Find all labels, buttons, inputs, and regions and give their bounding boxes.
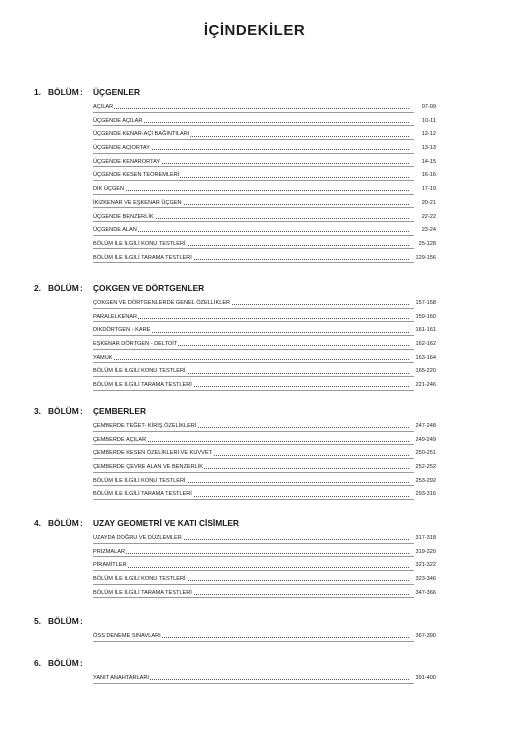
entry-page-range: 162-162 [415,341,436,348]
entry-underline [93,235,414,236]
toc-entry [0,589,509,603]
toc-entry [0,299,509,313]
dot-leader [93,108,409,109]
section-heading [0,658,509,670]
toc-entry [0,340,509,354]
toc-entry [0,463,509,477]
entry-page-range: 317-318 [415,535,436,541]
entry-page-range: 12-12 [421,131,436,138]
toc-entry [0,326,509,340]
entry-underline [93,335,414,336]
section-4 [0,518,509,602]
entry-underline [93,262,414,263]
entry-page-range: 25-128 [418,240,436,247]
entry-underline [93,543,414,544]
section-colon: : [80,87,83,97]
dot-leader [93,553,409,554]
entry-list [0,674,509,688]
section-title: UZAY GEOMETRİ VE KATI CİSİMLER [93,518,239,528]
entry-title: BÖLÜM İLE İLGİLİ TARAMA TESTLERİ [93,589,192,596]
entry-page-range: 157-158 [415,300,436,306]
entry-title: BÖLÜM İLE İLGİLİ KONU TESTLERİ [93,576,186,583]
section-title: ÇOKGEN VE DÖRTGENLER [93,283,205,293]
entry-underline [93,153,414,154]
entry-page-range: 22-22 [421,213,436,220]
toc-entry [0,171,509,185]
entry-title: ÜÇGENDE ALAN [93,227,137,234]
section-colon: : [80,283,83,293]
toc-entry [0,436,509,450]
toc-entry [0,240,509,254]
section-heading [0,518,509,530]
entry-title: DİK ÜÇGEN [93,186,125,193]
entry-title: ÜÇGENDE KESEN TEOREMLERİ [93,172,180,179]
entry-underline [93,207,414,208]
entry-list [0,534,509,602]
entry-page-range: 129-156 [415,254,436,261]
entry-underline [93,221,414,222]
section-number: 6. [34,658,41,668]
entry-page-range: 14-15 [421,158,436,165]
entry-title: ÜÇGENDE AÇILAR [93,117,143,124]
entry-title: ÇEMBERDE ÇEVRE ALAN VE BENZERLİK [93,464,204,471]
entry-page-range: 252-252 [415,464,436,471]
toc-entry [0,367,509,381]
entry-underline [93,321,414,322]
section-1 [0,87,509,267]
toc-entry [0,213,509,227]
toc-entry [0,199,509,213]
section-heading [0,616,509,628]
toc-entry [0,254,509,268]
toc-entry [0,144,509,158]
section-5 [0,616,509,646]
entry-title: BÖLÜM İLE İLGİLİ TARAMA TESTLERİ [93,254,192,261]
entry-title: PİRAMİTLER [93,562,127,569]
entry-title: ÇEMBERDE TEĞET- KİRİŞ ÖZELİKLERİ [93,423,197,429]
entry-underline [93,556,414,557]
entry-underline [93,139,414,140]
entry-title: BÖLÜM İLE İLGİLİ KONU TESTLERİ [93,240,186,247]
toc-entry [0,226,509,240]
entry-underline [93,499,414,500]
entry-list [0,103,509,267]
section-label: BÖLÜM [48,658,79,668]
entry-underline [93,166,414,167]
entry-title: ÜÇGENDE BENZERLİK [93,213,154,220]
section-title: ÜÇGENLER [93,87,140,97]
toc-entry [0,103,509,117]
toc-entry [0,422,509,436]
dot-leader [93,231,409,232]
toc-entry [0,561,509,575]
entry-title: ÜÇGENDE KENARORTAY [93,158,161,165]
section-number: 1. [34,87,41,97]
entry-underline [93,683,414,684]
entry-title: ÜÇGENDE AÇIORTAY [93,145,150,152]
toc-entry [0,490,509,504]
section-number: 2. [34,283,41,293]
section-label: BÖLÜM [48,518,79,528]
entry-title: BÖLÜM İLE İLGİLİ TARAMA TESTLERİ [93,491,192,498]
entry-page-range: 10-11 [422,117,436,124]
entry-page-range: 323-346 [415,576,436,583]
entry-page-range: 23-24 [421,227,436,234]
entry-title: ÇEMBERDE AÇILAR [93,436,147,443]
entry-underline [93,308,414,309]
section-label: BÖLÜM [48,406,79,416]
entry-page-range: 20-21 [421,199,436,206]
entry-page-range: 161-161 [415,327,436,334]
page-title: İÇİNDEKİLER [203,22,306,39]
entry-title: YAMUK [93,354,113,361]
entry-underline [93,125,414,126]
entry-list [0,422,509,504]
entry-page-range: 16-16 [421,172,436,179]
toc-entry [0,477,509,491]
section-6 [0,658,509,688]
entry-title: ÇOKGEN VE DÖRTGENLERDE GENEL ÖZELLİKLER [93,300,231,306]
toc-entry [0,674,509,688]
toc-entry [0,313,509,327]
entry-title: ÖSS DENEME SINAVLARI [93,633,161,639]
section-number: 3. [34,406,41,416]
entry-title: DİKDÖRTGEN - KARE [93,327,151,334]
entry-underline [93,458,414,459]
entry-underline [93,112,414,113]
entry-underline [93,362,414,363]
entry-underline [93,376,414,377]
entry-page-range: 17-19 [421,186,436,193]
section-3 [0,406,509,504]
entry-page-range: 159-160 [415,313,436,320]
entry-underline [93,431,414,432]
toc-entry [0,130,509,144]
dot-leader [93,318,409,319]
section-label: BÖLÜM [48,616,79,626]
section-title: ÇEMBERLER [93,406,147,416]
section-colon: : [80,616,83,626]
entry-title: BÖLÜM İLE İLGİLİ KONU TESTLERİ [93,368,186,375]
entry-title: YANIT ANAHTARLARI [93,675,149,681]
toc-entry [0,354,509,368]
entry-page-range: 293-316 [415,491,436,498]
entry-page-range: 247-248 [415,423,436,429]
entry-page-range: 367-390 [415,633,436,639]
section-number: 4. [34,518,41,528]
section-colon: : [80,518,83,528]
entry-title: ÜÇGENDE KENAR-AÇI BAĞINTILARI [93,131,190,138]
section-number: 5. [34,616,41,626]
entry-title: BÖLÜM İLE İLGİLİ KONU TESTLERİ [93,477,186,484]
entry-page-range: 321-322 [415,562,436,569]
entry-page-range: 319-320 [415,548,436,555]
entry-page-range: 163-164 [415,354,436,361]
entry-title: EŞKENAR DÖRTGEN - DELTOİT [93,341,178,348]
entry-title: AÇILAR [93,104,114,110]
entry-underline [93,472,414,473]
section-colon: : [80,658,83,668]
entry-title: PRİZMALAR [93,548,126,555]
entry-title: UZAYDA DOĞRU VE DÜZLEMLER [93,535,182,541]
dot-leader [93,359,409,360]
section-colon: : [80,406,83,416]
entry-underline [93,597,414,598]
dot-leader [93,567,409,568]
entry-underline [93,584,414,585]
entry-underline [93,180,414,181]
entry-page-range: 165-220 [415,368,436,375]
toc-entry [0,117,509,131]
section-label: BÖLÜM [48,283,79,293]
entry-page-range: 221-246 [415,382,436,389]
toc-entry [0,449,509,463]
toc-entry [0,158,509,172]
section-heading [0,87,509,99]
toc-entry [0,632,509,646]
entry-list [0,299,509,395]
entry-title: İKİZKENAR VE EŞKENAR ÜÇGEN [93,199,182,206]
toc-entry [0,185,509,199]
entry-underline [93,248,414,249]
toc-entry [0,575,509,589]
entry-page-range: 347-366 [415,589,436,596]
section-label: BÖLÜM [48,87,79,97]
entry-page-range: 253-292 [415,477,436,484]
entry-page-range: 07-09 [421,104,436,110]
entry-page-range: 249-249 [415,436,436,443]
dot-leader [93,190,409,191]
entry-underline [93,485,414,486]
section-heading [0,283,509,295]
entry-list [0,632,509,646]
section-heading [0,406,509,418]
entry-underline [93,349,414,350]
toc-entry [0,548,509,562]
section-2 [0,283,509,395]
entry-title: PARALELKENAR [93,313,138,320]
entry-underline [93,444,414,445]
entry-underline [93,641,414,642]
entry-page-range: 13-13 [421,145,436,152]
entry-underline [93,390,414,391]
entry-title: BÖLÜM İLE İLGİLİ TARAMA TESTLERİ [93,382,192,389]
entry-underline [93,194,414,195]
entry-page-range: 391-400 [415,675,436,681]
toc-entry [0,381,509,395]
entry-title: ÇEMBERDE KESEN ÖZELİKLERİ VE KUVVET [93,450,213,457]
entry-underline [93,570,414,571]
entry-page-range: 250-251 [415,450,436,457]
toc-entry [0,534,509,548]
